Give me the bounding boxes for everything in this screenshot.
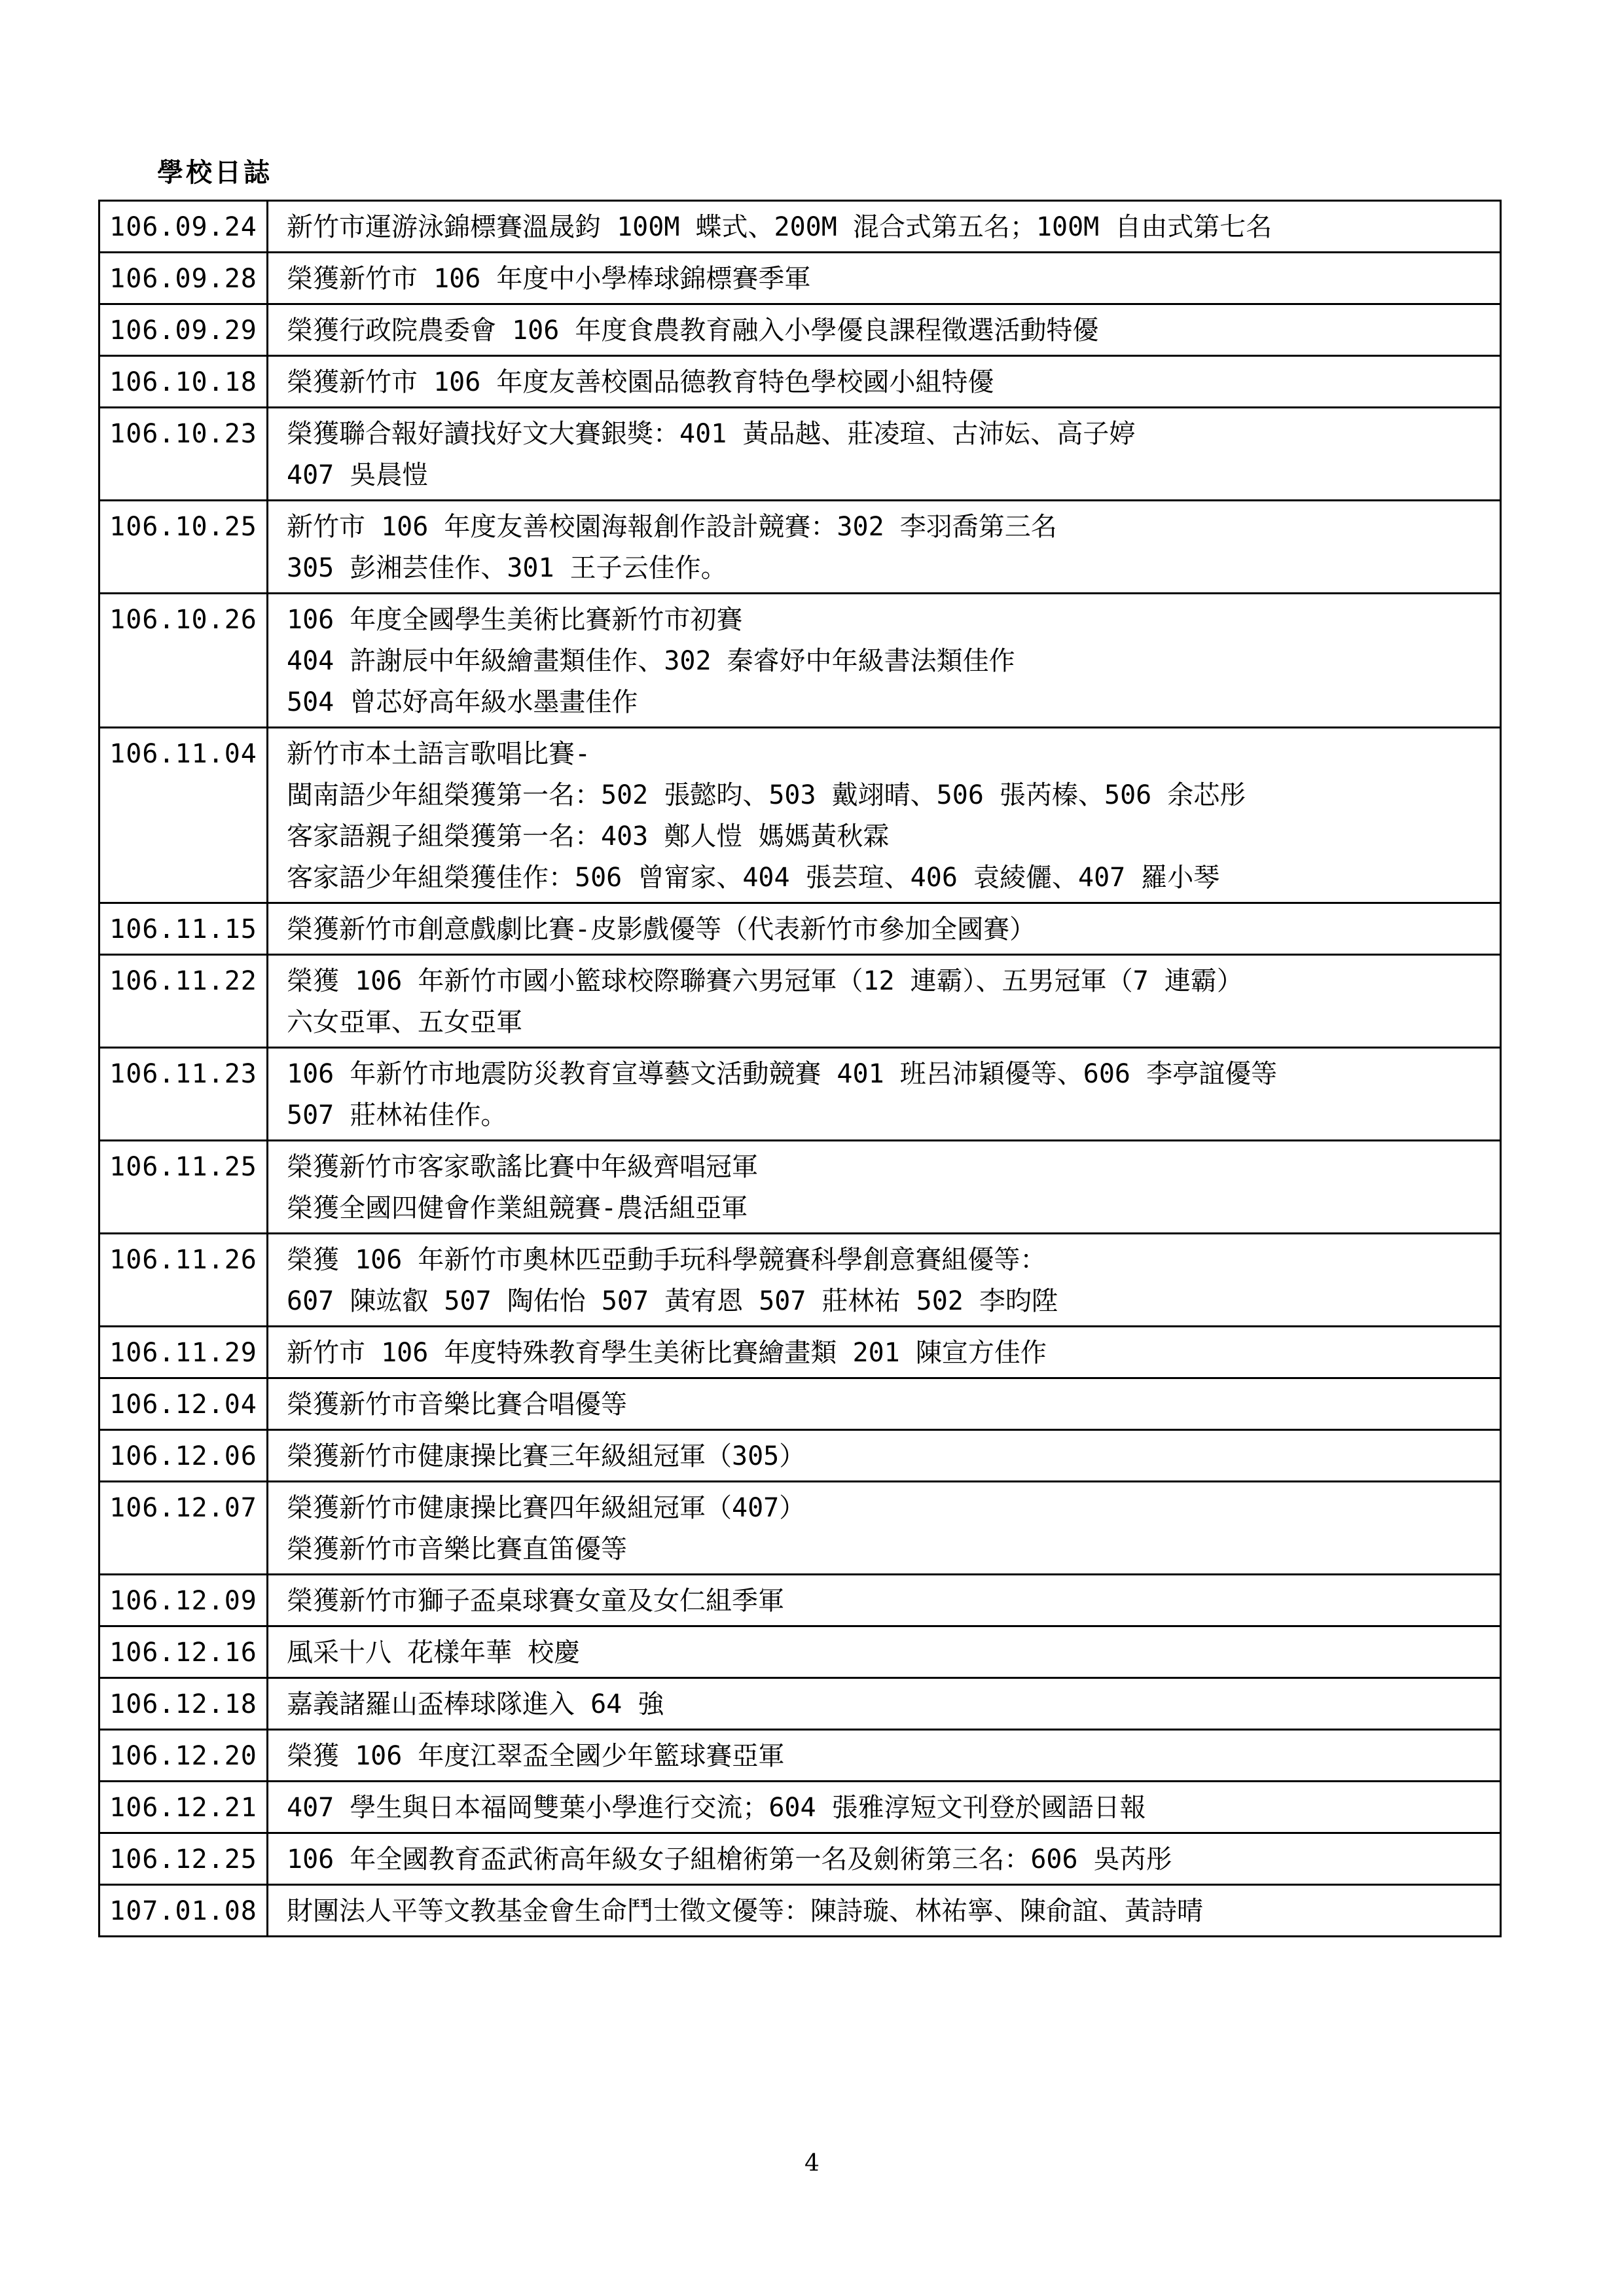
entry-line: 榮獲新竹市健康操比賽三年級組冠軍（305） (287, 1441, 806, 1471)
entry-line: 榮獲 106 年新竹市國小籃球校際聯賽六男冠軍（12 連霸）、五男冠軍（7 連霸） (287, 966, 1243, 996)
page-heading: 學校日誌 (157, 158, 272, 188)
entry-date: 106.11.22 (99, 955, 268, 1048)
entry-content (268, 903, 1501, 955)
entry-line: 榮獲全國四健會作業組競賽-農活組亞軍 (287, 1193, 748, 1223)
table-row (99, 253, 1501, 304)
entry-line: 榮獲 106 年新竹市奧林匹亞動手玩科學競賽科學創意賽組優等： (287, 1245, 1047, 1275)
page-number: 4 (804, 2150, 820, 2177)
entry-content (268, 408, 1501, 501)
entry-date: 106.12.04 (99, 1378, 268, 1430)
entry-date: 106.12.18 (99, 1678, 268, 1730)
entry-date: 106.11.26 (99, 1234, 268, 1327)
entry-line: 榮獲新竹市 106 年度中小學棒球錦標賽季軍 (287, 264, 811, 294)
table-row (99, 1430, 1501, 1482)
entry-line: 客家語少年組榮獲佳作：506 曾甯家、404 張芸瑄、406 袁綾儷、407 羅小琴 (287, 863, 1220, 893)
table-row (99, 304, 1501, 356)
entry-content (268, 1234, 1501, 1327)
entry-line: 新竹市運游泳錦標賽溫晟鈞 100M 蝶式、200M 混合式第五名；100M 自由式第七名 (287, 212, 1272, 242)
entry-content (268, 594, 1501, 728)
entry-line: 106 年新竹市地震防災教育宣導藝文活動競賽 401 班呂沛穎優等、606 李亭誼優等 (287, 1059, 1278, 1089)
entry-content (268, 1327, 1501, 1378)
entry-line: 嘉義諸羅山盃棒球隊進入 64 強 (287, 1689, 664, 1719)
entry-date: 106.12.07 (99, 1482, 268, 1575)
entry-line: 504 曾芯妤高年級水墨畫佳作 (287, 687, 638, 717)
entry-line: 106 年度全國學生美術比賽新竹市初賽 (287, 605, 743, 635)
entry-content (268, 1782, 1501, 1833)
entry-date: 106.09.24 (99, 201, 268, 253)
entry-line: 榮獲聯合報好讀找好文大賽銀獎：401 黃品越、莊凌瑄、古沛妘、高子婷 (287, 419, 1136, 449)
table-row (99, 1234, 1501, 1327)
table-row (99, 728, 1501, 903)
entry-content (268, 501, 1501, 594)
entry-line: 榮獲新竹市音樂比賽合唱優等 (287, 1390, 627, 1420)
entry-date: 106.11.15 (99, 903, 268, 955)
entry-line: 305 彭湘芸佳作、301 王子云佳作。 (287, 553, 727, 583)
table-row (99, 1378, 1501, 1430)
entry-line: 507 莊林祐佳作。 (287, 1100, 507, 1130)
table-row (99, 1482, 1501, 1575)
table-row (99, 356, 1501, 408)
entry-line: 新竹市 106 年度友善校園海報創作設計競賽：302 李羽喬第三名 (287, 512, 1057, 542)
entry-line: 407 吳晨愷 (287, 460, 429, 490)
entry-line: 六女亞軍、五女亞軍 (287, 1007, 522, 1037)
school-log-table (98, 200, 1502, 1937)
entry-content (268, 253, 1501, 304)
entry-line: 106 年全國教育盃武術高年級女子組槍術第一名及劍術第三名：606 吳芮彤 (287, 1844, 1172, 1874)
entry-line: 榮獲新竹市客家歌謠比賽中年級齊唱冠軍 (287, 1152, 758, 1182)
table-row (99, 1678, 1501, 1730)
entry-line: 榮獲新竹市音樂比賽直笛優等 (287, 1534, 627, 1564)
entry-line: 榮獲新竹市 106 年度友善校園品德教育特色學校國小組特優 (287, 367, 994, 397)
entry-line: 407 學生與日本福岡雙葉小學進行交流；604 張雅淳短文刊登於國語日報 (287, 1793, 1146, 1823)
entry-line: 客家語親子組榮獲第一名：403 鄭人愷 媽媽黃秋霖 (287, 821, 890, 852)
entry-line: 榮獲新竹市獅子盃桌球賽女童及女仁組季軍 (287, 1586, 784, 1616)
entry-content (268, 1378, 1501, 1430)
entry-content (268, 1048, 1501, 1141)
entry-line: 榮獲 106 年度江翠盃全國少年籃球賽亞軍 (287, 1741, 785, 1771)
entry-content (268, 1730, 1501, 1782)
table-row (99, 903, 1501, 955)
table-row (99, 1885, 1501, 1937)
entry-line: 榮獲新竹市健康操比賽四年級組冠軍（407） (287, 1493, 806, 1523)
school-log-table-body (99, 201, 1501, 1937)
entry-date: 106.12.09 (99, 1575, 268, 1626)
entry-content (268, 728, 1501, 903)
table-row (99, 1626, 1501, 1678)
entry-date: 106.12.25 (99, 1833, 268, 1885)
entry-line: 新竹市本土語言歌唱比賽- (287, 739, 591, 769)
entry-date: 106.11.25 (99, 1141, 268, 1234)
table-row (99, 1730, 1501, 1782)
entry-content (268, 356, 1501, 408)
entry-content (268, 1833, 1501, 1885)
table-row (99, 1141, 1501, 1234)
entry-date: 106.11.23 (99, 1048, 268, 1141)
table-row (99, 1833, 1501, 1885)
entry-date: 106.09.29 (99, 304, 268, 356)
entry-line: 閩南語少年組榮獲第一名：502 張懿昀、503 戴翊晴、506 張芮榛、506 余芯彤 (287, 780, 1246, 810)
entry-line: 榮獲新竹市創意戲劇比賽-皮影戲優等（代表新竹市參加全國賽） (287, 914, 1036, 944)
entry-date: 106.12.16 (99, 1626, 268, 1678)
entry-content (268, 201, 1501, 253)
entry-content (268, 1575, 1501, 1626)
entry-content (268, 1885, 1501, 1937)
entry-date: 106.10.26 (99, 594, 268, 728)
entry-content (268, 1678, 1501, 1730)
entry-line: 榮獲行政院農委會 106 年度食農教育融入小學優良課程徵選活動特優 (287, 315, 1099, 346)
entry-date: 106.10.18 (99, 356, 268, 408)
entry-date: 106.12.20 (99, 1730, 268, 1782)
entry-line: 404 許謝辰中年級繪畫類佳作、302 秦睿妤中年級書法類佳作 (287, 646, 1015, 676)
entry-date: 106.12.21 (99, 1782, 268, 1833)
entry-line: 財團法人平等文教基金會生命鬥士徵文優等：陳詩璇、林祐寧、陳俞誼、黃詩晴 (287, 1896, 1203, 1926)
entry-line: 新竹市 106 年度特殊教育學生美術比賽繪畫類 201 陳宣方佳作 (287, 1338, 1047, 1368)
table-row (99, 501, 1501, 594)
entry-content (268, 1141, 1501, 1234)
entry-date: 106.12.06 (99, 1430, 268, 1482)
entry-content (268, 304, 1501, 356)
entry-content (268, 1482, 1501, 1575)
table-row (99, 594, 1501, 728)
entry-date: 106.10.25 (99, 501, 268, 594)
entry-content (268, 955, 1501, 1048)
entry-content (268, 1626, 1501, 1678)
entry-line: 風采十八 花樣年華 校慶 (287, 1638, 581, 1668)
entry-date: 106.10.23 (99, 408, 268, 501)
entry-date: 107.01.08 (99, 1885, 268, 1937)
entry-date: 106.09.28 (99, 253, 268, 304)
table-row (99, 955, 1501, 1048)
entry-date: 106.11.29 (99, 1327, 268, 1378)
table-row (99, 1782, 1501, 1833)
table-row (99, 1327, 1501, 1378)
table-row (99, 408, 1501, 501)
entry-date: 106.11.04 (99, 728, 268, 903)
table-row (99, 201, 1501, 253)
table-row (99, 1575, 1501, 1626)
entry-line: 607 陳竑叡 507 陶佑怡 507 黃宥恩 507 莊林祐 502 李昀陞 (287, 1286, 1058, 1316)
entry-content (268, 1430, 1501, 1482)
table-row (99, 1048, 1501, 1141)
